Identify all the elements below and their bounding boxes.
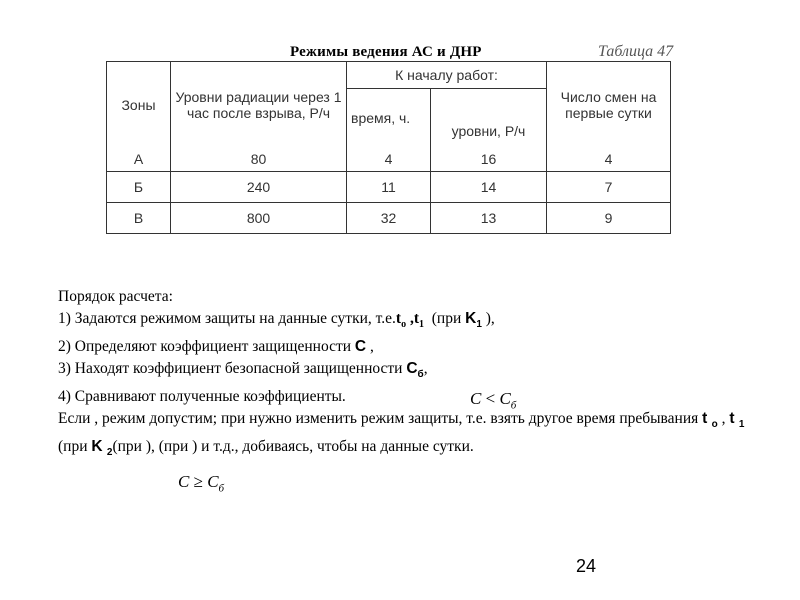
cell-time: 32	[347, 203, 431, 234]
cell-shifts: 4	[547, 147, 671, 172]
header-shifts: Число смен на первые сутки	[547, 62, 671, 148]
cell-level: 13	[431, 203, 547, 234]
calc-step-3: 3) Находят коэффициент безопасной защищенности $C_б$,	[58, 360, 428, 381]
cell-level: 14	[431, 172, 547, 203]
table-header-row	[107, 62, 671, 89]
header-start-of-work: К началу работ:	[347, 62, 547, 89]
header-radiation: Уровни радиации через 1 час после взрыва, Р/ч	[171, 62, 347, 148]
cell-radiation: 80	[171, 147, 347, 172]
cell-radiation: 800	[171, 203, 347, 234]
calc-step-1: 1) Задаются режимом защиты на данные сутки, $т.е.t_o$ $,t_1$ (при $K_1$ ),	[58, 310, 495, 331]
table-row	[107, 147, 671, 172]
zones-table	[106, 61, 671, 234]
calculation-procedure	[58, 286, 758, 464]
table-row	[107, 203, 671, 234]
table-title: Режимы ведения АС и ДНР	[290, 44, 482, 60]
table-number: Таблица 47	[598, 43, 674, 60]
cell-shifts: 7	[547, 172, 671, 203]
formula-c-less-cb: $C < C_б$	[470, 389, 517, 412]
header-zones: Зоны	[107, 62, 171, 148]
calc-heading: Порядок расчета:	[58, 288, 173, 305]
page-number: 24	[576, 556, 597, 576]
cell-radiation: 240	[171, 172, 347, 203]
calc-step-5: Если , режим допустим; при нужно изменить режим защиты, т.е. взять другое время пребывания t $_o$ , t $_1$ (при K $_2$(при ), (при ) и т.д., добиваясь, чтобы на данные сутки.	[58, 410, 745, 459]
table-row	[107, 172, 671, 203]
formula-c-geq-cb: $C \ge C_б$	[178, 472, 225, 495]
cell-time: 4	[347, 147, 431, 172]
header-time: время, ч.	[347, 89, 431, 148]
cell-zone: А	[107, 147, 171, 172]
cell-shifts: 9	[547, 203, 671, 234]
cell-time: 11	[347, 172, 431, 203]
calc-step-4: 4) Сравнивают полученные коэффициенты.	[58, 388, 346, 406]
cell-level: 16	[431, 147, 547, 172]
header-levels: уровни, Р/ч	[431, 89, 547, 148]
calc-step-2: 2) Определяют коэффициент защищенности C ,	[58, 338, 374, 356]
cell-zone: Б	[107, 172, 171, 203]
cell-zone: В	[107, 203, 171, 234]
